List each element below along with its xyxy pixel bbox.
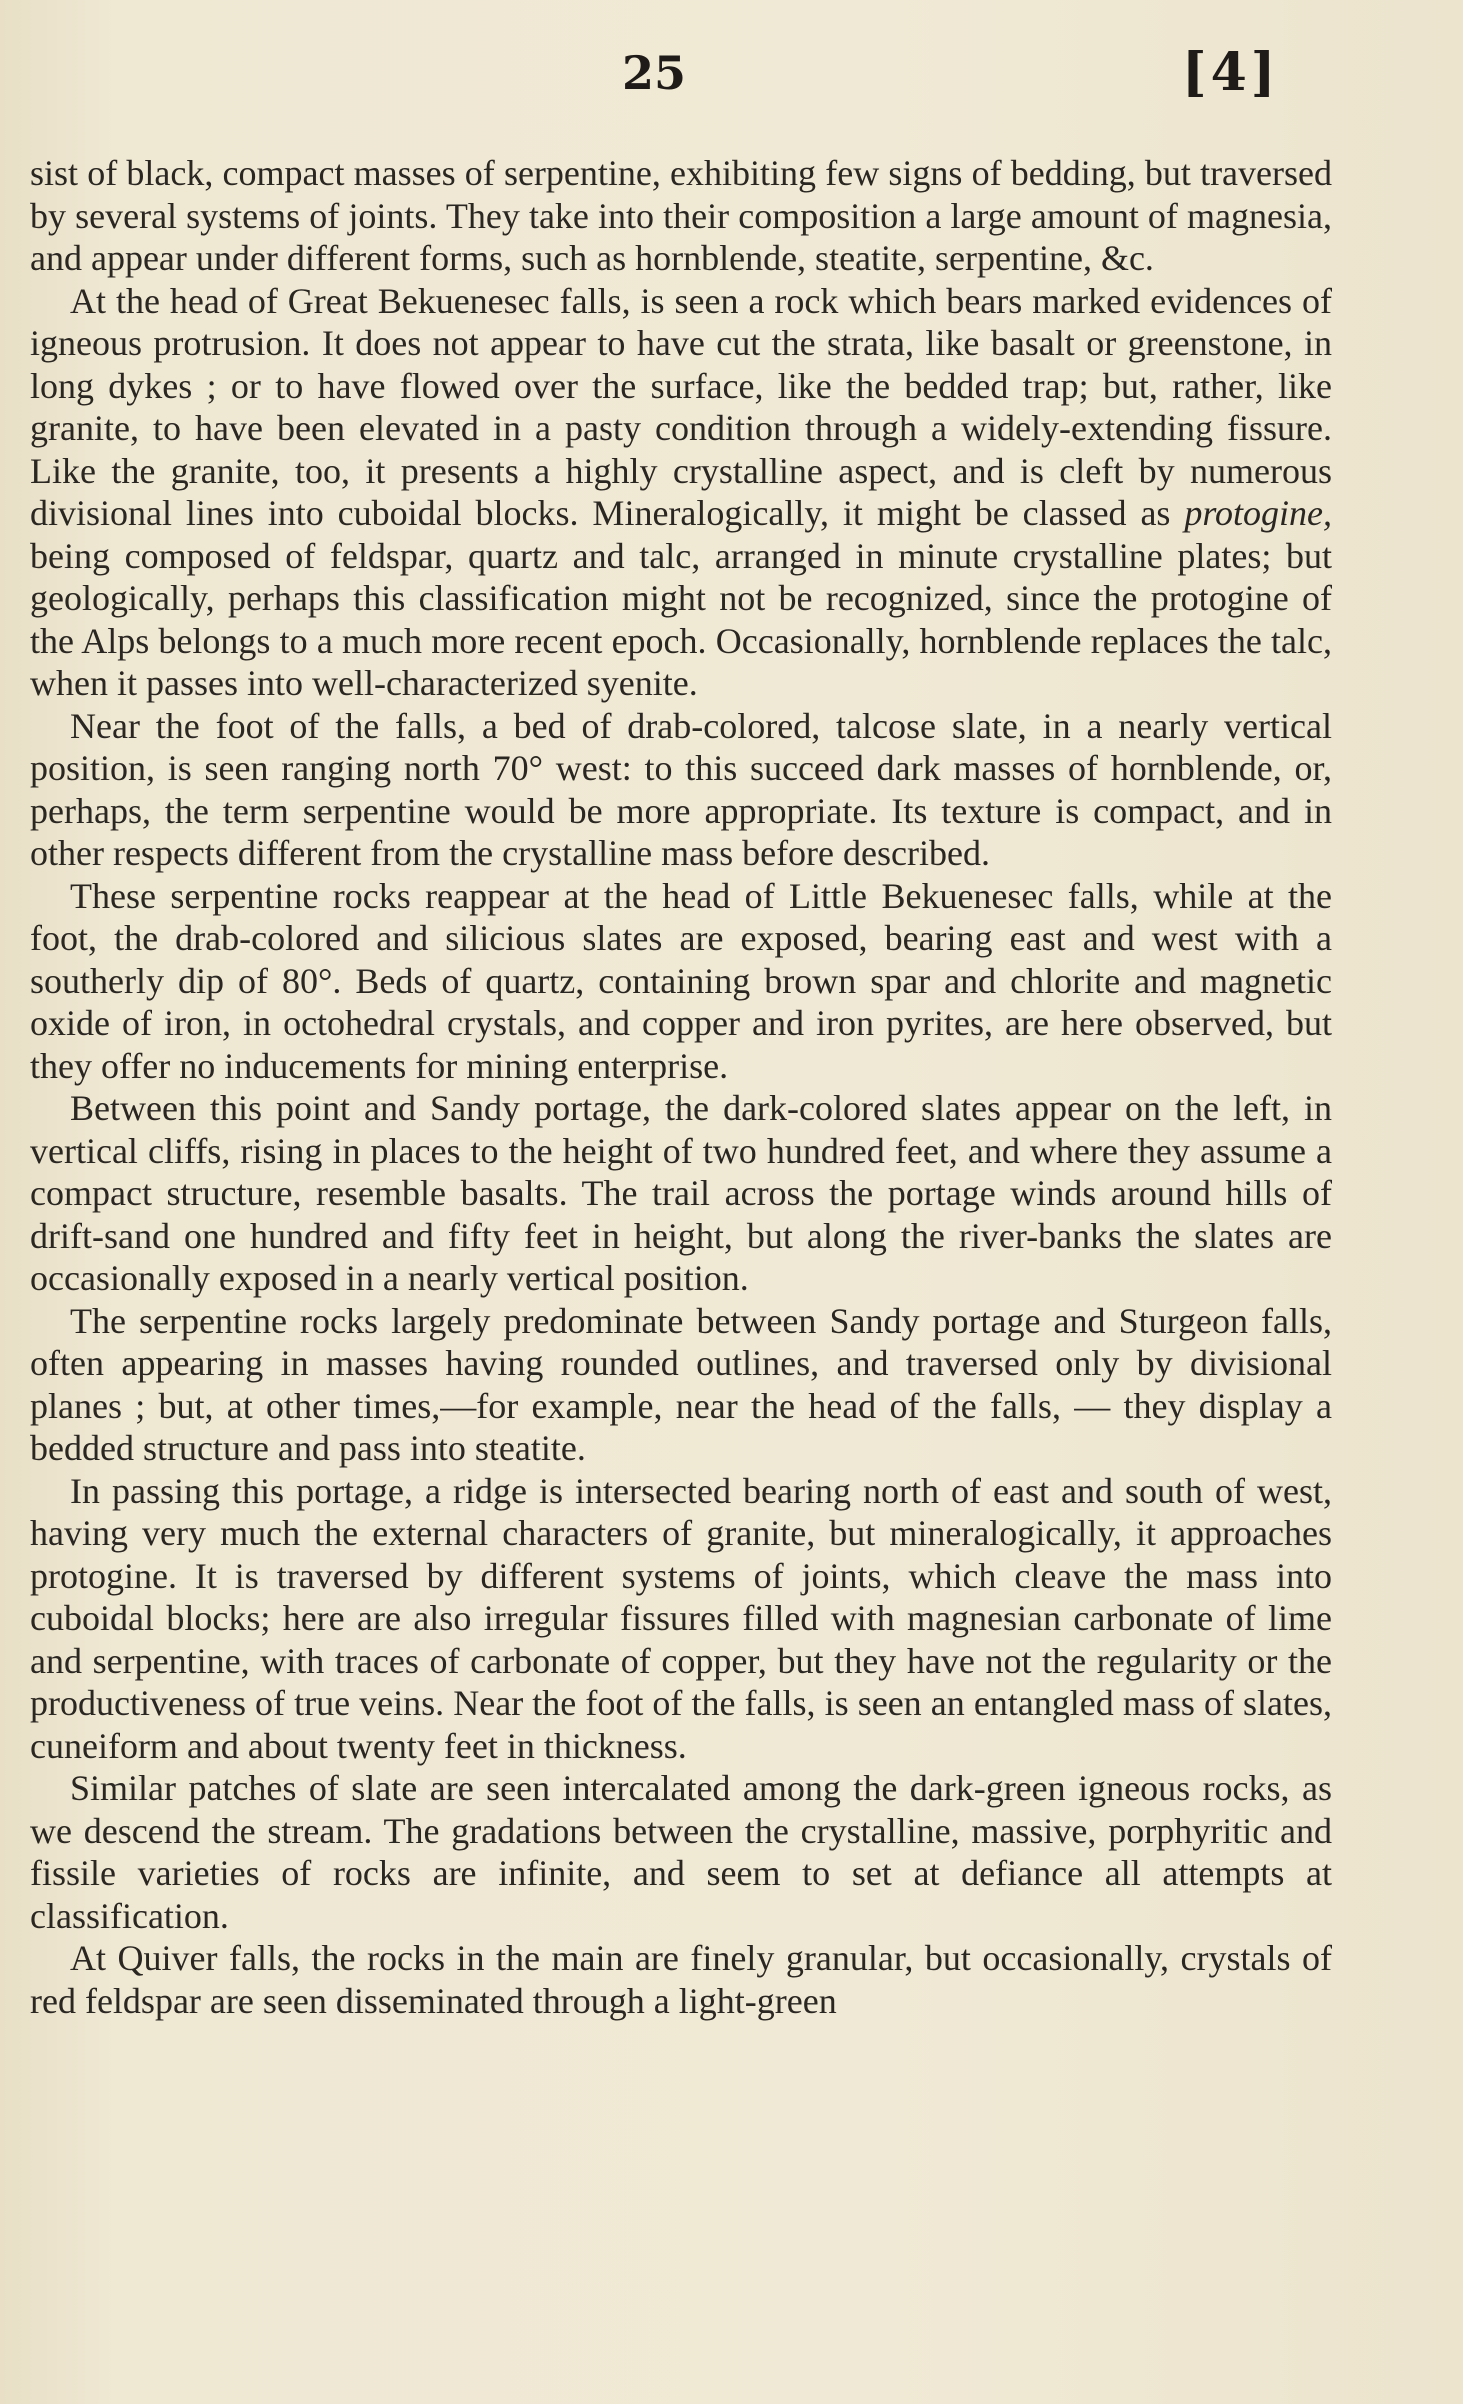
paragraph-sandy-portage: Between this point and Sandy portage, the dark-colored slates appear on the left, in vertical cliffs, rising in places to the height of two hundred feet, and where they assume a compact structure, resemble basalts. The trail across the portage winds around hills of drift-sand one hundred and fifty feet in height, but along the river-banks the slates are occasionally exposed in a nearly vertical position. (30, 1088, 1332, 1298)
paragraph-text: At the head of Great Bekuenesec falls, is seen a rock which bears marked evidences of igneous protrusion. It does not appear to have cut the strata, like basalt or greenstone, in long dykes ; or to have flowed over the surface, like the bedded trap; but, rather, like granite, to have been elevated in a pasty condition through a widely-extending fissure. Like the granite, too, it presents a highly crystalline aspect, and is cleft by numerous divisional lines into cuboidal blocks. Mineralogically, it might be classed as (30, 280, 1332, 533)
emphasis-term: protogine, (1184, 493, 1332, 533)
paragraph-passing-portage: In passing this portage, a ridge is intersected bearing north of east and south of west, having very much the external characters of granite, but mineralogically, it approaches protogine. It is traversed by different systems of joints, which cleave the mass into cuboidal blocks; here are also irregular fissures filled with magnesian carbonate of lime and serpentine, with traces of carbonate of copper, but they have not the regularity or the productiveness of true veins. Near the foot of the falls, is seen an entangled mass of slates, cuneiform and about twenty feet in thickness. (30, 1470, 1332, 1766)
body-text (30, 152, 1332, 2022)
section-number: [4] (1182, 42, 1280, 103)
paragraph-little-bekuenesec: These serpentine rocks reappear at the head of Little Bekuenesec falls, while at the foot, the drab-colored and silicious slates are exposed, bearing east and west with a southerly dip of 80°. Beds of quartz, containing brown spar and chlorite and magnetic oxide of iron, in octohedral crystals, and copper and iron pyrites, are here observed, but they offer no inducements for mining enterprise. (30, 875, 1332, 1086)
paragraph-text: being composed of feldspar, quartz and talc, arranged in minute crystalline plates; but geologically, perhaps this classification might not be recognized, since the protogine of the Alps belongs to a much more recent epoch. Occasionally, hornblende replaces the talc, when it passes into well-characterized syenite. (30, 535, 1332, 703)
page-header (0, 38, 1463, 108)
paragraph-great-bekuenesec (30, 280, 1332, 705)
page-number: 25 (622, 46, 687, 100)
paragraph-quiver-falls: At Quiver falls, the rocks in the main are finely granular, but occasionally, crystals of red feldspar are seen disseminated through a light-green (30, 1938, 1332, 2021)
paragraph-continuation: sist of black, compact masses of serpentine, exhibiting few signs of bedding, but traversed by several systems of joints. They take into their composition a large amount of magnesia, and appear under different forms, such as hornblende, steatite, serpentine, &c. (30, 153, 1332, 278)
paragraph-serpentine-rocks: The serpentine rocks largely predominate between Sandy portage and Sturgeon falls, often appearing in masses having rounded outlines, and traversed only by divisional planes ; but, at other times,—for example, near the head of the falls, — they display a bedded structure and pass into steatite. (30, 1300, 1332, 1468)
paragraph-foot-of-falls: Near the foot of the falls, a bed of drab-colored, talcose slate, in a nearly vertical position, is seen ranging north 70° west: to this succeed dark masses of hornblende, or, perhaps, the term serpentine would be more appropriate. Its texture is compact, and in other respects different from the crystalline mass before described. (30, 705, 1332, 873)
paragraph-similar-patches: Similar patches of slate are seen intercalated among the dark-green igneous rocks, as we descend the stream. The gradations between the crystalline, massive, porphyritic and fissile varieties of rocks are infinite, and seem to set at defiance all attempts at classification. (30, 1768, 1332, 1936)
